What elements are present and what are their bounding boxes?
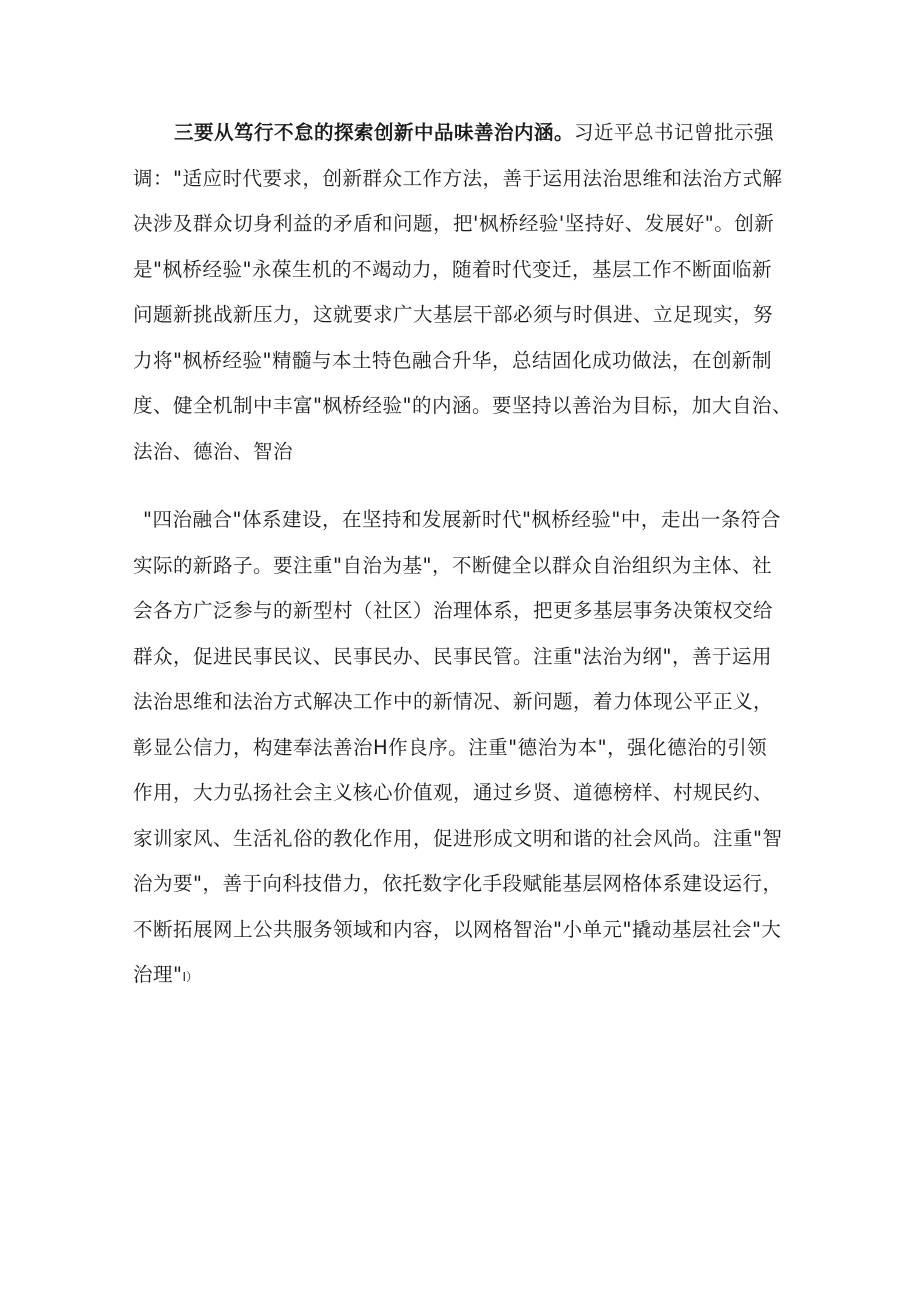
paragraph-2-line-4: 群众，促进民事民议、民事民办、民事民管。注重"法治为纲"，善于运用: [133, 644, 772, 668]
paragraph-2-line-11: [133, 952, 803, 1001]
paragraph-2-line-5: 法治思维和法治方式解决工作中的新情况、新问题，着力体现公平正义，: [133, 690, 774, 713]
paragraph-1-line-7: 度、健全机制中丰富"枫桥经验"的内涵。要坚持以善治为目标，加大自治、: [133, 394, 792, 417]
paragraph-2-line-1: "四治融合"体系建设，在坚持和发展新时代"枫桥经验"中，走出一条符合: [143, 508, 781, 531]
paragraph-1-line-3: 决涉及群众切身利益的矛盾和问题，把'枫桥经验'坚持好、发展好"。创新: [133, 212, 775, 235]
paragraph-2: [133, 497, 803, 1001]
paragraph-1-line-8: 法治、德治、智治: [133, 439, 294, 463]
paragraph-1-line-2: 调："适应时代要求，创新群众工作方法，善于运用法治思维和法治方式解: [133, 166, 783, 190]
paragraph-2-line-8: 家训家风、生活礼俗的教化作用，促进形成文明和谐的社会风尚。注重"智: [133, 826, 783, 850]
paragraph-1: [133, 110, 803, 474]
paragraph-1-line-5: 问题新挑战新压力，这就要求广大基层干部必须与时俱进、立足现实，努: [133, 303, 774, 326]
paragraph-1-line-1: [133, 110, 803, 156]
paragraph-1-lead-sentence: 三要从笃行不怠的探索创新中品味善治内涵。: [174, 121, 575, 144]
paragraph-1-line-4: 是"枫桥经验"永葆生机的不竭动力，随着时代变迁，基层工作不断面临新: [133, 257, 772, 281]
paragraph-2-line-9: 治为要"，善于向科技借力，依托数字化手段赋能基层网格体系建设运行，: [133, 872, 783, 895]
paragraph-1-line-6: 力将"枫桥经验"精髓与本土特色融合升华，总结固化成功做法，在创新制: [133, 348, 772, 372]
paragraph-2-line-6: 彰显公信力，构建奉法善治H作良序。注重"德治为本"，强化德治的引领: [133, 735, 768, 759]
paragraph-1-text: 习近平总书记曾批示强: [574, 121, 775, 144]
paragraph-2-line-2: 实际的新路子。要注重"自治为基"，不断健全以群众自治组织为主体、社: [133, 553, 772, 577]
paragraph-2-tail-mark: I）: [182, 970, 199, 984]
paragraph-2-closing-text: 治理": [133, 963, 183, 986]
paragraph-2-line-7: 作用，大力弘扬社会主义核心价值观，通过乡贤、道德榜样、村规民约、: [133, 781, 774, 804]
paragraph-2-line-10: 不断拓展网上公共服务领域和内容，以网格智治"小单元"撬动基层社会"大: [133, 917, 782, 941]
paragraph-2-line-3: 会各方广泛参与的新型村（社区）治理体系，把更多基层事务决策权交给: [133, 599, 774, 622]
